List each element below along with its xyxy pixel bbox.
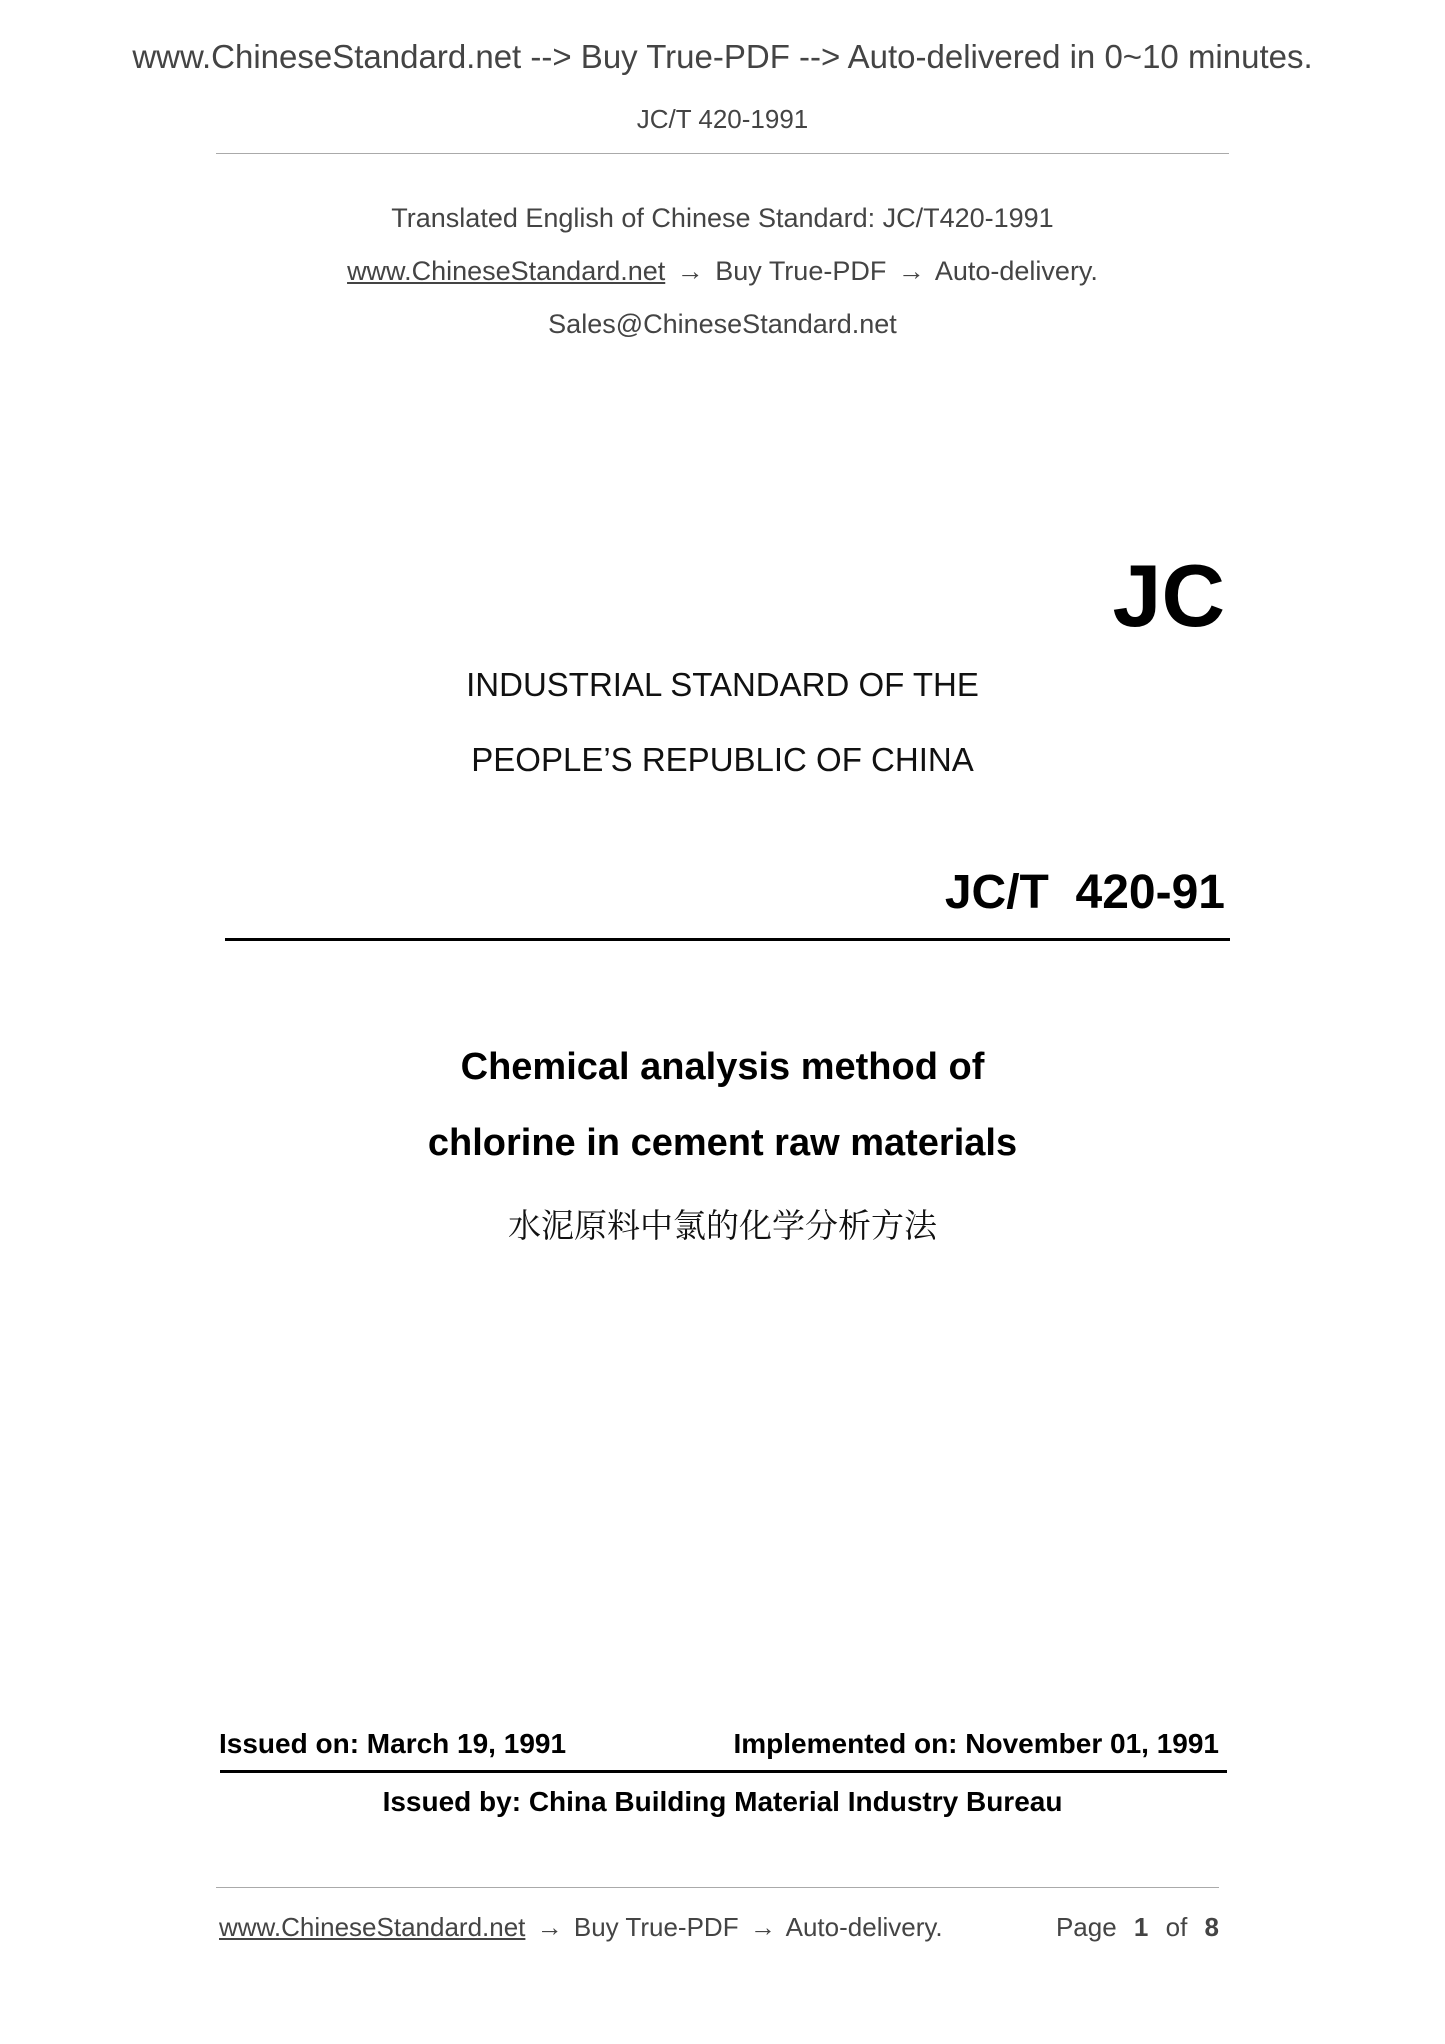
issued-by: Issued by: China Building Material Industry Bureau bbox=[382, 1786, 1063, 1817]
header-code: JC/T 420-1991 bbox=[636, 104, 809, 134]
implemented-on: Implemented on: November 01, 1991 bbox=[733, 1728, 1219, 1759]
auto-delivery-text: Auto-delivery. bbox=[934, 256, 1098, 286]
chinesestandard-link[interactable]: www.ChineseStandard.net bbox=[347, 256, 666, 286]
sales-email[interactable]: Sales@ChineseStandard.net bbox=[548, 309, 897, 339]
footer-buy-text: Buy True-PDF bbox=[573, 1912, 739, 1942]
page-label: Page bbox=[1055, 1912, 1117, 1942]
issue-divider bbox=[220, 1770, 1227, 1773]
footer-chinesestandard-link[interactable]: www.ChineseStandard.net bbox=[219, 1912, 526, 1942]
category-mark: JC bbox=[1112, 546, 1225, 645]
footer-delivery-text: Auto-delivery. bbox=[785, 1912, 943, 1942]
footer-divider bbox=[216, 1887, 1219, 1888]
top-banner: www.ChineseStandard.net --> Buy True-PDF --> Auto-delivered in 0~10 minutes. bbox=[132, 38, 1313, 75]
title-chinese: 水泥原料中氯的化学分析方法 bbox=[508, 1207, 937, 1244]
of-label: of bbox=[1165, 1912, 1188, 1942]
arrow-right-icon: → bbox=[676, 256, 704, 286]
page-number: 1 bbox=[1133, 1912, 1149, 1942]
promo-line bbox=[0, 256, 1445, 287]
footer-promo bbox=[219, 1912, 943, 1943]
arrow-right-icon: → bbox=[897, 256, 925, 286]
buy-true-pdf-text: Buy True-PDF bbox=[715, 256, 887, 286]
translated-line: Translated English of Chinese Standard: JC/T420-1991 bbox=[391, 203, 1054, 233]
page-total: 8 bbox=[1204, 1912, 1219, 1942]
title-divider bbox=[225, 938, 1230, 941]
issued-on: Issued on: March 19, 1991 bbox=[219, 1728, 567, 1759]
arrow-right-icon: → bbox=[536, 1912, 563, 1942]
org-line-2: PEOPLE’S REPUBLIC OF CHINA bbox=[471, 741, 974, 778]
standard-number: JC/T 420-91 bbox=[944, 866, 1225, 919]
org-line-1: INDUSTRIAL STANDARD OF THE bbox=[466, 666, 979, 703]
header-divider bbox=[216, 153, 1229, 154]
title-line-1: Chemical analysis method of bbox=[460, 1046, 985, 1088]
arrow-right-icon: → bbox=[749, 1912, 776, 1942]
page-indicator bbox=[1056, 1912, 1219, 1943]
title-line-2: chlorine in cement raw materials bbox=[427, 1122, 1018, 1164]
